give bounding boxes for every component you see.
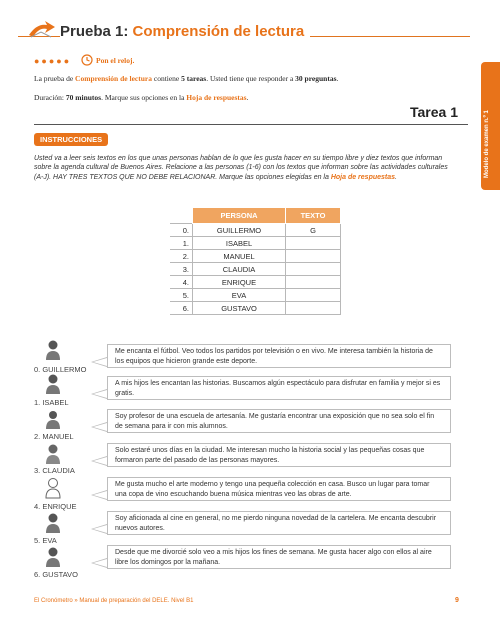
clock-icon [81, 53, 93, 71]
task-rule [34, 124, 468, 125]
person-text-table [170, 207, 341, 315]
answer-cell[interactable] [286, 237, 341, 250]
progress-dots: ●●●●● [34, 56, 72, 66]
speech-tail [91, 389, 107, 399]
table-row: 1. ISABEL [170, 237, 341, 250]
title-main: Comprensión de lectura [132, 23, 305, 40]
person-label: 6. GUSTAVO [34, 570, 78, 579]
person-avatar-icon [45, 512, 61, 539]
intro-line-1: La prueba de Comprensión de lectura contiene 5 tareas. Usted tiene que responder a 30 preguntas. [34, 74, 339, 83]
table-row: 6. GUSTAVO [170, 302, 341, 315]
footer-text: El Cronómetro » Manual de preparación del DELE. Nivel B1 [34, 598, 194, 604]
speech-bubble: A mis hijos les encantan las historias. Buscamos algún espectáculo para disfrutar en familia y mejor si es gratis. [107, 376, 451, 400]
page-title [60, 23, 310, 40]
person-label: 5. EVA [34, 536, 57, 545]
intro-line-2: Duración: 70 minutos. Marque sus opciones en la Hoja de respuestas. [34, 93, 249, 102]
person-avatar-icon [45, 477, 61, 504]
person-avatar-icon [45, 339, 61, 366]
person-avatar-icon [45, 546, 61, 573]
table-row: 3. CLAUDIA [170, 263, 341, 276]
table-row: 0. GUILLERMO G [170, 224, 341, 237]
column-header-texto: TEXTO [286, 208, 341, 224]
answer-cell[interactable] [286, 250, 341, 263]
person-avatar-icon [45, 408, 61, 435]
answer-cell[interactable] [286, 289, 341, 302]
person-avatar-icon [45, 373, 61, 400]
answer-cell[interactable]: G [286, 224, 341, 237]
speech-bubble: Me gusta mucho el arte moderno y tengo una pequeña colección en casa. Busco un lugar para tomar una copa de vino escuchando buena música mientras veo las obras de arte. [107, 477, 451, 501]
side-tab-label: Modelo de examen n.º 1 [484, 110, 490, 178]
instructions-badge: INSTRUCCIONES [34, 133, 108, 146]
page-number: 9 [455, 597, 459, 604]
speech-tail [91, 422, 107, 432]
answer-cell[interactable] [286, 263, 341, 276]
column-header-persona: PERSONA [193, 208, 286, 224]
speech-tail [91, 357, 107, 367]
table-row: 4. ENRIQUE [170, 276, 341, 289]
book-arrow-icon [27, 19, 57, 46]
person-label: 4. ENRIQUE [34, 502, 77, 511]
person-label: 3. CLAUDIA [34, 466, 75, 475]
answer-cell[interactable] [286, 276, 341, 289]
person-label: 0. GUILLERMO [34, 365, 87, 374]
speech-bubble: Me encanta el fútbol. Veo todos los partidos por televisión o en vivo. Me interesa también la historia de los equipos que hicieron grande este deporte. [107, 344, 451, 368]
speech-bubble: Solo estaré unos días en la ciudad. Me interesan mucho la historia social y las pequeñas cosas que formaron parte del pasado de las personas mayores. [107, 443, 451, 467]
person-label: 2. MANUEL [34, 432, 74, 441]
instructions-text: Usted va a leer seis textos en los que unas personas hablan de lo que les gusta hacer en su tiempo libre y diez textos que informan sobre la agenda cultural de Buenos Aires. Relacione a las personas (1-6) con los textos que informan sobre las actividades culturales (A-J). HAY TRES TEXTOS QUE NO DEBE RELACIONAR. Marque las opciones elegidas en la Hoja de respuestas. [34, 155, 448, 181]
speech-bubble: Desde que me divorcié solo veo a mis hijos los fines de semana. Me gusta hacer algo con ellos al aire libre los domingos por la mañana. [107, 545, 451, 569]
speech-tail [91, 456, 107, 466]
speech-bubble: Soy aficionada al cine en general, no me pierdo ninguna novedad de la cartelera. Me encanta descubrir nuevos autores. [107, 511, 451, 535]
clock-label: Pon el reloj. [96, 56, 135, 65]
speech-tail [91, 490, 107, 500]
table-row: 2. MANUEL [170, 250, 341, 263]
title-prefix: Prueba 1: [60, 23, 129, 40]
answer-cell[interactable] [286, 302, 341, 315]
speech-bubble: Soy profesor de una escuela de artesanía. Me gustaría encontrar una exposición que no sea solo el fin de semana para ir con mis alumnos. [107, 409, 451, 433]
person-label: 1. ISABEL [34, 398, 69, 407]
table-row: 5. EVA [170, 289, 341, 302]
speech-tail [91, 558, 107, 568]
speech-tail [91, 524, 107, 534]
task-heading: Tarea 1 [410, 104, 458, 120]
